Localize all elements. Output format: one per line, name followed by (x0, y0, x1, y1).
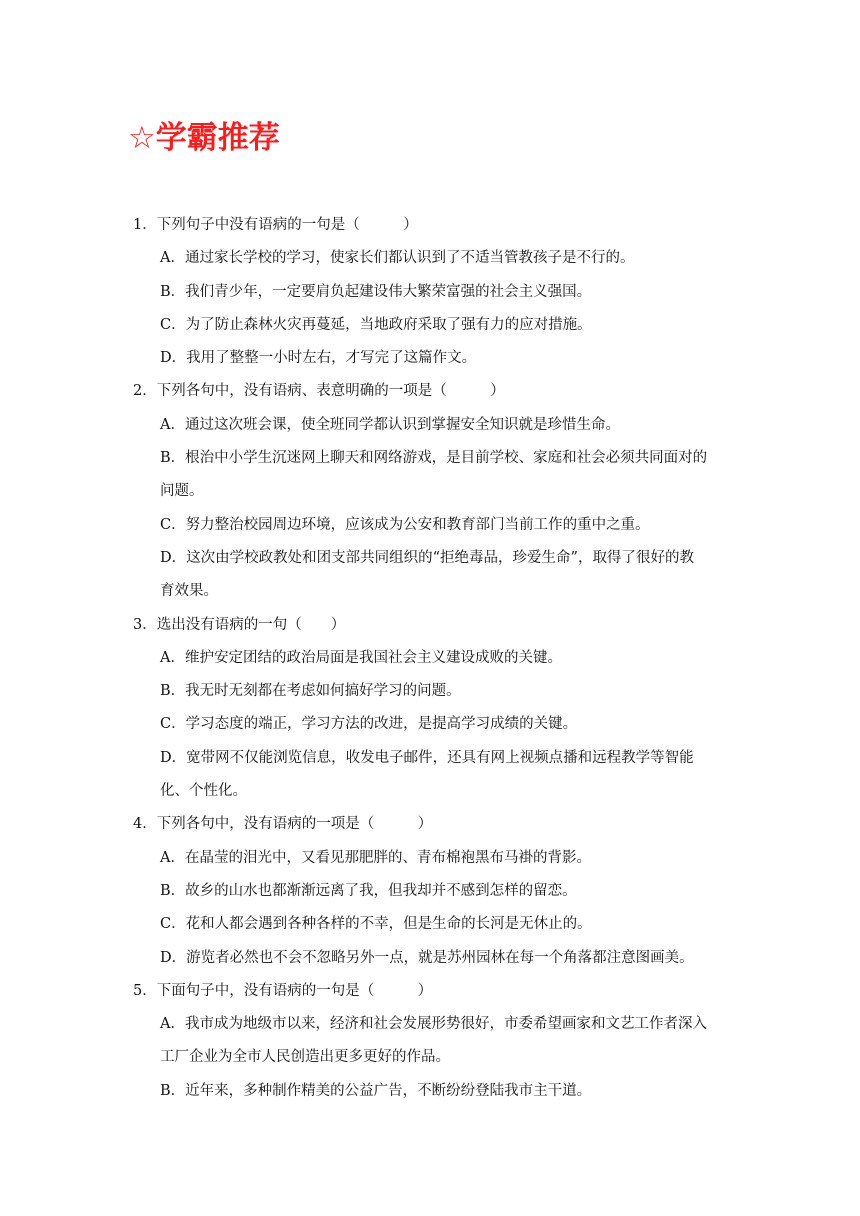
option-B: B．我无时无刻都在考虑如何搞好学习的问题。 (160, 683, 461, 700)
option-B: B．根治中小学生沉迷网上聊天和网络游戏，是目前学校、家庭和社会必须共同面对的 (160, 450, 708, 467)
option-list (133, 842, 733, 975)
question-text: 下面句子中，没有语病的一句是（ ） (156, 982, 433, 999)
question-number: 4． (133, 816, 157, 833)
option-A: A．我市成为地级市以来，经济和社会发展形势很好，市委希望画家和文艺工作者深入 (160, 1016, 707, 1033)
option-D-continued: 化、个性化。 (160, 783, 247, 800)
question-stem (133, 975, 733, 1008)
option-B: B．故乡的山水也都渐渐远离了我，但我却并不感到怎样的留恋。 (160, 882, 577, 899)
question-text: 下列各句中，没有语病的一项是（ ） (156, 816, 433, 833)
option-D: D．这次由学校政教处和团支部共同组织的“拒绝毒品，珍爱生命”，取得了很好的教 (160, 549, 694, 566)
option-D: D．宽带网不仅能浏览信息，收发电子邮件，还具有网上视频点播和远程教学等智能 (160, 749, 694, 766)
question-5 (133, 975, 733, 1108)
option-A-continued: 工厂企业为全市人民创造出更多更好的作品。 (160, 1049, 450, 1066)
question-text: 选出没有语病的一句（ ） (156, 616, 346, 633)
question-stem (133, 209, 733, 242)
page-heading: ☆学霸推荐 (128, 120, 280, 156)
question-stem (133, 808, 733, 841)
option-D: D．我用了整整一小时左右，才写完了这篇作文。 (160, 350, 477, 367)
option-A: A．维护安定团结的政治局面是我国社会主义建设成败的关键。 (160, 649, 562, 666)
option-list (133, 242, 733, 375)
question-stem (133, 609, 733, 642)
question-4 (133, 808, 733, 974)
option-D: D．游览者必然也不会不忽略另外一点，就是苏州园林在每一个角落都注意图画美。 (160, 949, 694, 966)
option-C: C．学习态度的端正，学习方法的改进，是提高学习成绩的关键。 (160, 716, 578, 733)
option-A: A．通过家长学校的学习，使家长们都认识到了不适当管教孩子是不行的。 (160, 250, 635, 267)
question-1 (133, 209, 733, 375)
question-2 (133, 375, 733, 608)
question-3 (133, 609, 733, 809)
question-text: 下列句子中没有语病的一句是（ ） (156, 217, 418, 233)
question-number: 2． (133, 383, 157, 400)
option-C: C．花和人都会遇到各种各样的不幸，但是生命的长河是无休止的。 (160, 916, 592, 933)
option-list (133, 1008, 733, 1108)
option-list (133, 642, 733, 808)
option-A: A．通过这次班会课，使全班同学都认识到掌握安全知识就是珍惜生命。 (160, 416, 620, 433)
option-B: B．我们青少年，一定要肩负起建设伟大繁荣富强的社会主义强国。 (160, 283, 592, 300)
option-C: C．努力整治校园周边环境，应该成为公安和教育部门当前工作的重中之重。 (160, 516, 650, 533)
option-B-continued: 问题。 (160, 483, 204, 500)
question-stem (133, 375, 733, 408)
option-C: C．为了防止森林火灾再蔓延，当地政府采取了强有力的应对措施。 (160, 316, 592, 333)
option-B: B．近年来，多种制作精美的公益广告，不断纷纷登陆我市主干道。 (160, 1082, 592, 1099)
option-list (133, 409, 733, 609)
question-text: 下列各句中，没有语病、表意明确的一项是（ ） (156, 383, 505, 400)
question-number: 5． (133, 982, 157, 999)
question-number: 3． (133, 616, 157, 633)
question-number: 1． (133, 217, 157, 233)
option-A: A．在晶莹的泪光中，又看见那肥胖的、青布棉袍黑布马褂的背影。 (160, 849, 591, 866)
question-list (133, 209, 733, 1108)
option-D-continued: 育效果。 (160, 583, 218, 600)
